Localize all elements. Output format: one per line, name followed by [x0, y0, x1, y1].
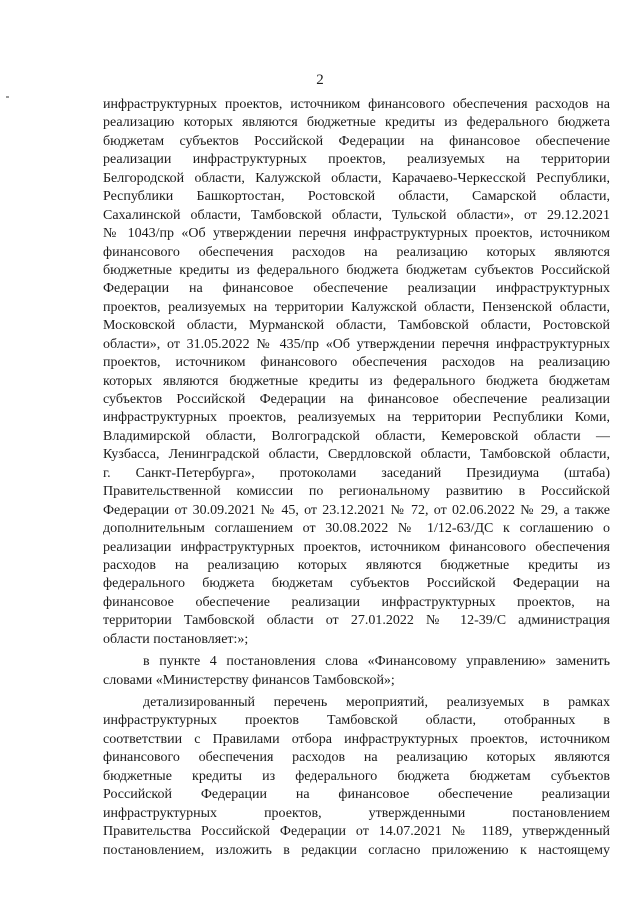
- text-line: расходов на реализацию которых являются бюджетные кредиты из: [103, 557, 610, 573]
- text-line: субъектов Российской Федерации на финансовое обеспечение реализации: [103, 392, 610, 407]
- text-line: Правительственной комиссии по региональному развитию в Российской: [103, 484, 610, 500]
- text-line: реализации инфраструктурных проектов, источником финансового обеспечения: [103, 539, 610, 555]
- text-line: в пункте 4 постановления слова «Финансовому управлению» заменить: [143, 654, 610, 670]
- document-body: [103, 96, 610, 860]
- text-line: инфраструктурных проектов, источником финансового обеспечения расходов на: [103, 97, 610, 112]
- text-line: проектов, реализуемых на территории Калужской области, Пензенской области,: [103, 299, 610, 315]
- text-line: словами «Министерству финансов Тамбовской»;: [103, 672, 395, 688]
- text-line: инфраструктурных проектов Тамбовской области, отобранных в: [103, 713, 610, 729]
- text-line: Белгородской области, Калужской области, Карачаево-Черкесской Республики,: [103, 170, 610, 186]
- text-line: федерального бюджета бюджетам субъектов Российской Федерации на: [103, 576, 610, 592]
- text-line: бюджетные кредиты из федерального бюджета бюджетам субъектов Российской: [103, 262, 610, 278]
- text-line: Федерации от 30.09.2021 № 45, от 23.12.2021 № 72, от 02.06.2022 № 29, а также: [103, 502, 610, 518]
- text-line: детализированный перечень мероприятий, реализуемых в рамках: [143, 695, 610, 710]
- text-line: постановлением, изложить в редакции согласно приложению к настоящему: [103, 842, 610, 858]
- text-line: территории Тамбовской области от 27.01.2022 № 12-39/С администрация: [103, 613, 610, 629]
- text-line: Федерации на финансовое обеспечение реализации инфраструктурных: [103, 281, 610, 297]
- text-line: финансового обеспечения расходов на реализацию которых являются: [103, 244, 610, 260]
- text-line: Кузбасса, Ленинградской области, Свердловской области, Тамбовской области,: [103, 447, 610, 463]
- text-line: Владимирской области, Волгоградской области, Кемеровской области —: [103, 428, 610, 444]
- text-line: дополнительным соглашением от 30.08.2022 № 1/12-63/ДС к соглашению о: [103, 521, 610, 537]
- text-line: бюджетам субъектов Российской Федерации на финансовое обеспечение: [103, 133, 610, 149]
- text-line: Российской Федерации на финансовое обеспечение реализации: [103, 787, 610, 803]
- text-line: инфраструктурных проектов, утвержденными постановлением: [103, 805, 610, 821]
- text-line: бюджетные кредиты из федерального бюджета бюджетам субъектов: [103, 768, 610, 784]
- text-line: которых являются бюджетные кредиты из федерального бюджета бюджетам: [103, 373, 610, 389]
- text-line: Сахалинской области, Тамбовской области, Тульской области», от 29.12.2021: [103, 207, 610, 223]
- text-line: области постановляет:»;: [103, 631, 249, 647]
- text-line: области», от 31.05.2022 № 435/пр «Об утверждении перечня инфраструктурных: [103, 336, 610, 352]
- page-number: 2: [316, 72, 324, 88]
- text-line: финансового обеспечения расходов на реализацию которых являются: [103, 750, 610, 766]
- text-line: инфраструктурных проектов, реализуемых на территории Республики Коми,: [103, 410, 610, 426]
- text-line: Правительства Российской Федерации от 14.07.2021 № 1189, утвержденный: [103, 824, 610, 840]
- text-line: соответствии с Правилами отбора инфраструктурных проектов, источником: [103, 731, 610, 747]
- text-line: г. Санкт-Петербурга», протоколами заседаний Президиума (штаба): [103, 465, 610, 481]
- text-line: реализации инфраструктурных проектов, реализуемых на территории: [103, 152, 610, 168]
- text-line: Московской области, Мурманской области, Тамбовской области, Ростовской: [103, 318, 610, 334]
- text-line: Республики Башкортостан, Ростовской области, Самарской области,: [103, 189, 610, 205]
- text-line: финансовое обеспечение реализации инфраструктурных проектов, на: [103, 594, 610, 610]
- text-line: № 1043/пр «Об утверждении перечня инфраструктурных проектов, источником: [103, 226, 610, 242]
- margin-mark: [6, 96, 9, 98]
- text-line: проектов, источником финансового обеспечения расходов на реализацию: [103, 355, 610, 371]
- text-line: реализацию которых являются бюджетные кредиты из федерального бюджета: [103, 115, 610, 131]
